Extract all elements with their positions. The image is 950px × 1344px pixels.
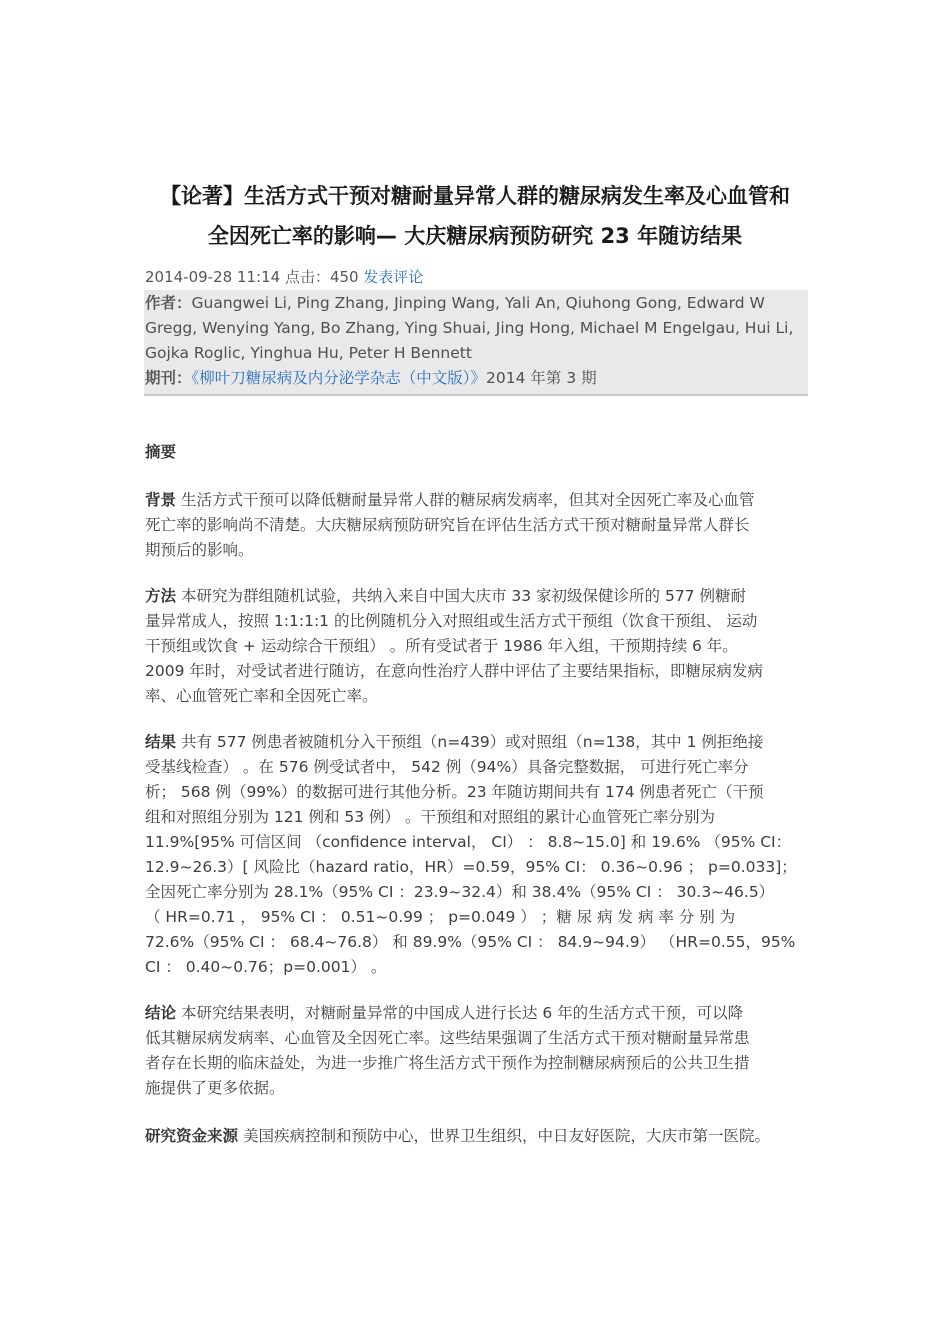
results-line-9: 72.6%（95% CI ： 68.4~76.8） 和 89.9%（95% CI ： 84.9~94.9） （HR=0.55，95% (145, 933, 796, 951)
publish-datetime: 2014-09-28 11:14 (145, 268, 281, 286)
results-line-5: 11.9%[95% 可信区间 （confidence interval， CI） ： 8.8~15.0] 和 19.6% （95% CI： (145, 833, 792, 851)
methods-line-4: 2009 年时，对受试者进行随访，在意向性治疗人群中评估了主要结果指标，即糖尿病发病 (145, 662, 763, 680)
results-section (145, 730, 825, 980)
authors-line-3: Gojka Roglic, Yinghua Hu, Peter H Bennett (145, 344, 472, 362)
authors-label: 作者： (145, 294, 192, 312)
background-label: 背景 (145, 491, 177, 509)
conclusion-section (145, 1001, 825, 1101)
results-line-1: 结果 共有 577 例患者被随机分入干预组（n=439）或对照组（n=138，其中 1 例拒绝接 (145, 733, 764, 751)
results-line-2: 受基线检查） 。在 576 例受试者中， 542 例（94%）具备完整数据， 可进行死亡率分 (145, 758, 749, 776)
background-line-2: 死亡率的影响尚不清楚。大庆糖尿病预防研究旨在评估生活方式干预对糖耐量异常人群长 (145, 516, 750, 534)
journal-label: 期刊： (145, 369, 192, 387)
methods-line-1: 方法 本研究为群组随机试验，共纳入来自中国大庆市 33 家初级保健诊所的 577 例糖耐 (145, 587, 746, 605)
methods-line-3: 干预组或饮食 + 运动综合干预组） 。所有受试者于 1986 年入组，干预期持续 6 年。 (145, 637, 738, 655)
clicks-label: 点击： (284, 268, 330, 286)
results-line-8: （ HR=0.71 ， 95% CI ： 0.51~0.99 ； p=0.049 ） ；糖 尿 病 发 病 率 分 别 为 (145, 908, 736, 926)
funding-label: 研究资金来源 (145, 1127, 239, 1145)
conclusion-label: 结论 (145, 1004, 177, 1022)
conclusion-line-4: 施提供了更多依据。 (145, 1079, 285, 1097)
journal-issue: 2014 年第 3 期 (486, 369, 597, 387)
funding-line (145, 1124, 825, 1149)
article-title-line-1: 【论著】生活方式干预对糖耐量异常人群的糖尿病发生率及心血管和 (160, 184, 790, 208)
authors-row (145, 291, 765, 315)
results-line-6: 12.9~26.3）[ 风险比（hazard ratio，HR）=0.59，95% CI： 0.36~0.96 ； p=0.033]； (145, 858, 797, 876)
methods-line-5: 率、心血管死亡率和全因死亡率。 (145, 687, 378, 705)
article-title-line-2: 全因死亡率的影响— 大庆糖尿病预防研究 23 年随访结果 (207, 224, 743, 248)
conclusion-line-2: 低其糖尿病发病率、心血管及全因死亡率。这些结果强调了生活方式干预对糖耐量异常患 (145, 1029, 750, 1047)
conclusion-line-1: 结论 本研究结果表明，对糖耐量异常的中国成人进行长达 6 年的生活方式干预，可以降 (145, 1004, 744, 1022)
authors-line-2: Gregg, Wenying Yang, Bo Zhang, Ying Shuai, Jing Hong, Michael M Engelgau, Hui Li, (145, 319, 794, 337)
results-line-4: 组和对照组分别为 121 例和 53 例） 。干预组和对照组的累计心血管死亡率分别为 (145, 808, 715, 826)
click-count: 450 (329, 268, 359, 286)
background-line-1: 背景 生活方式干预可以降低糖耐量异常人群的糖尿病发病率，但其对全因死亡率及心血管 (145, 491, 755, 509)
results-label: 结果 (145, 733, 177, 751)
funding-text: 美国疾病控制和预防中心，世界卫生组织，中日友好医院，大庆市第一医院。 (242, 1127, 770, 1145)
methods-section (145, 584, 825, 709)
results-line-3: 析； 568 例（99%）的数据可进行其他分析。23 年随访期间共有 174 例患者死亡（干预 (145, 783, 764, 801)
funding-section (145, 1124, 825, 1149)
authors-row-2 (145, 316, 793, 340)
article-meta (145, 266, 423, 287)
methods-label: 方法 (145, 587, 177, 605)
article-info-box (144, 290, 808, 396)
post-comment-link[interactable]: 发表评论 (363, 268, 424, 286)
results-line-10: CI ： 0.40~0.76；p=0.001） 。 (145, 958, 387, 976)
background-line-3: 期预后的影响。 (145, 541, 254, 559)
results-line-7: 全因死亡率分别为 28.1%（95% CI ：23.9~32.4）和 38.4%（95% CI ： 30.3~46.5） (145, 883, 775, 901)
journal-link[interactable]: 《柳叶刀糖尿病及内分泌学杂志（中文版）》 (191, 369, 487, 387)
abstract-heading: 摘要 (145, 443, 177, 461)
article-title (120, 176, 830, 256)
conclusion-line-3: 者存在长期的临床益处，为进一步推广将生活方式干预作为控制糖尿病预后的公共卫生措 (145, 1054, 750, 1072)
authors-row-3 (145, 341, 472, 365)
authors-line-1: Guangwei Li, Ping Zhang, Jinping Wang, Yali An, Qiuhong Gong, Edward W (191, 294, 765, 312)
journal-row (145, 366, 597, 390)
background-section (145, 488, 825, 563)
methods-line-2: 量异常成人，按照 1:1:1:1 的比例随机分入对照组或生活方式干预组（饮食干预组、 运动 (145, 612, 758, 630)
